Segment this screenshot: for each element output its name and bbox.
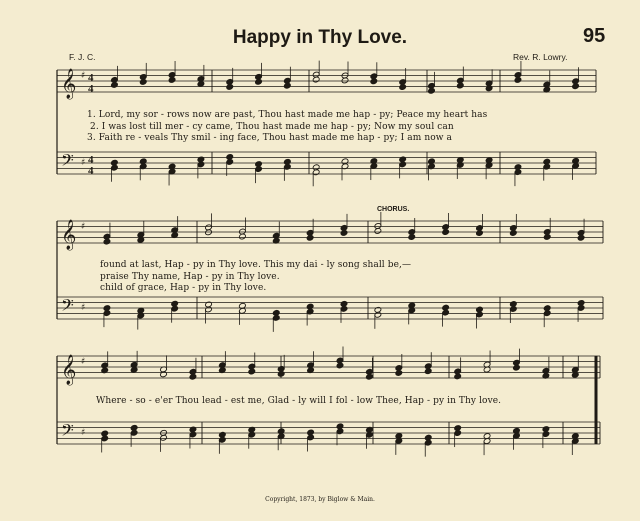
- verse-1-line-2: found at last, Hap - py in Thy love. This my dai - ly song shall be,—: [100, 260, 412, 270]
- system-3-treble-note: [277, 371, 285, 378]
- system-1-treble-note: [226, 84, 234, 91]
- system-2-treble-note: [510, 230, 518, 237]
- system-2-treble-note: [239, 233, 247, 240]
- system-2-treble-note: [577, 234, 585, 241]
- system-1-treble-note: [370, 78, 378, 85]
- system-1-treble-note: [111, 82, 119, 89]
- page-number: 95: [583, 25, 606, 47]
- system-1-treble-note: [284, 82, 292, 89]
- verse-3-line-2: child of grace, Hap - py in Thy love.: [100, 283, 267, 293]
- sharp-icon: ♯: [81, 71, 86, 81]
- system-2-treble-note: [476, 230, 484, 237]
- system-2-treble-note: [374, 228, 382, 235]
- copyright-notice: Copyright, 1873, by Biglow & Main.: [265, 496, 375, 503]
- sharp-icon: ♯: [81, 158, 86, 168]
- system-1-treble-note: [168, 77, 176, 84]
- system-3-treble-note: [160, 371, 168, 378]
- time-signature: 4: [88, 83, 94, 95]
- system-2-treble-note: [442, 229, 450, 236]
- system-1-treble-note: [428, 87, 436, 94]
- system-3-treble-note: [189, 373, 197, 380]
- bass-clef-icon: 𝄢: [61, 295, 74, 319]
- system-1-treble-note: [255, 78, 263, 85]
- treble-clef-icon: 𝄞: [61, 220, 77, 250]
- verse-3-line-1: 3. Faith re - veals Thy smil - ing face, Thou hast made me hap - py; I am now a: [87, 133, 452, 143]
- system-1-treble-note: [399, 84, 407, 91]
- system-3-treble-note: [366, 373, 374, 380]
- system-1-treble-note: [341, 77, 349, 84]
- system-2-treble-note: [408, 234, 416, 241]
- treble-clef-icon: 𝄞: [61, 355, 77, 385]
- music-credit: Rev. R. Lowry.: [513, 52, 568, 62]
- time-signature: 4: [88, 72, 94, 84]
- system-1-treble-note: [139, 79, 147, 86]
- system-2-treble-note: [306, 234, 314, 241]
- system-1-treble-note: [572, 83, 580, 90]
- system-2-treble-note: [340, 230, 348, 237]
- verse-2-line-1: 2. I was lost till mer - cy came, Thou hast made me hap - py; Now my soul can: [90, 122, 454, 132]
- system-3-treble-note: [424, 368, 432, 375]
- system-3-treble-note: [248, 368, 256, 375]
- system-3-treble-note: [336, 362, 344, 369]
- sharp-icon: ♯: [81, 303, 86, 313]
- system-1-treble-note: [514, 77, 522, 84]
- bass-clef-icon: 𝄢: [61, 150, 74, 174]
- treble-clef-icon: 𝄞: [61, 69, 77, 99]
- verse-1-line-1: 1. Lord, my sor - rows now are past, Thou hast made me hap - py; Peace my heart has: [87, 110, 488, 120]
- refrain-line: Where - so - e'er Thou lead - est me, Glad - ly will I fol - low Thee, Hap - py in Thy love.: [96, 396, 502, 406]
- chorus-label: CHORUS.: [377, 206, 410, 213]
- sharp-icon: ♯: [81, 428, 86, 438]
- system-1-treble-note: [312, 76, 320, 83]
- words-credit: F. J. C.: [69, 52, 96, 62]
- system-2-treble-note: [103, 238, 111, 245]
- system-1-treble-note: [456, 82, 464, 89]
- sharp-icon: ♯: [81, 222, 86, 232]
- system-2-treble-note: [543, 234, 551, 241]
- system-3-treble-note: [513, 364, 521, 371]
- system-3-treble-note: [395, 370, 403, 377]
- system-1-treble-note: [485, 85, 493, 92]
- time-signature: 4: [88, 165, 94, 177]
- verse-2-line-2: praise Thy name, Hap - py in Thy love.: [100, 272, 280, 282]
- bass-clef-icon: 𝄢: [61, 420, 74, 444]
- time-signature: 4: [88, 154, 94, 166]
- system-3-treble-note: [454, 373, 462, 380]
- sharp-icon: ♯: [81, 357, 86, 367]
- hymn-title: Happy in Thy Love.: [232, 27, 408, 48]
